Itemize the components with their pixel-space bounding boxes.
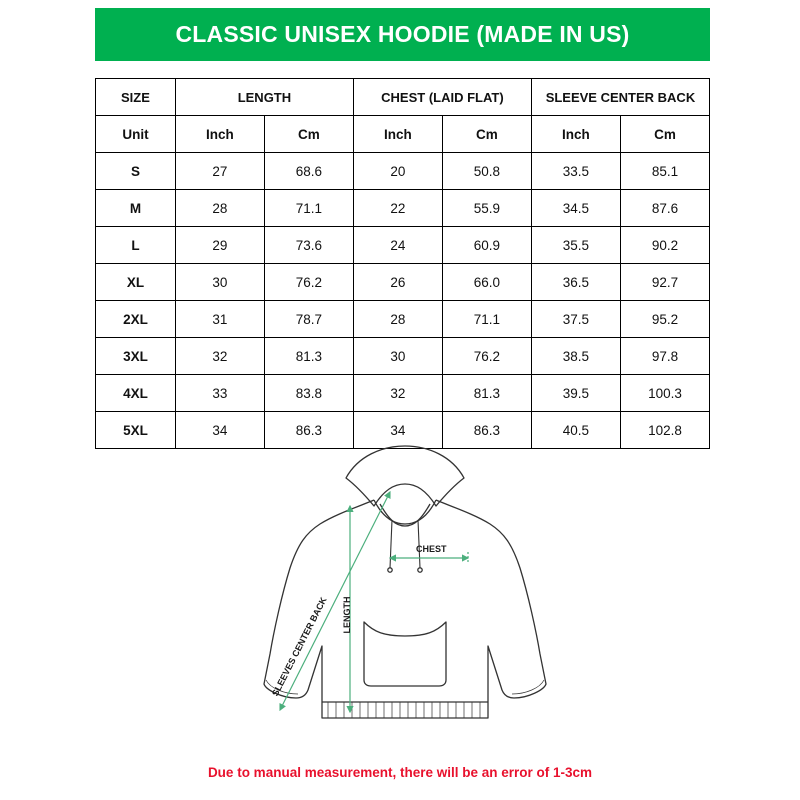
measurement-guides — [280, 492, 468, 712]
page-title: CLASSIC UNISEX HOODIE (MADE IN US) — [175, 21, 630, 47]
cell-length-cm: 86.3 — [264, 412, 353, 449]
cell-sleeve-cm: 100.3 — [620, 375, 709, 412]
unit-chest-inch: Inch — [353, 116, 442, 153]
cell-length-inch: 28 — [175, 190, 264, 227]
cell-sleeve-cm: 95.2 — [620, 301, 709, 338]
label-chest: CHEST — [416, 544, 447, 554]
table-row — [96, 190, 710, 227]
cell-sleeve-cm: 102.8 — [620, 412, 709, 449]
cell-length-cm: 81.3 — [264, 338, 353, 375]
cell-sleeve-inch: 37.5 — [531, 301, 620, 338]
cell-sleeve-inch: 38.5 — [531, 338, 620, 375]
table-group-header-row — [96, 79, 710, 116]
cell-sleeve-cm: 97.8 — [620, 338, 709, 375]
cell-sleeve-inch: 33.5 — [531, 153, 620, 190]
cell-size: 5XL — [96, 412, 176, 449]
cell-length-cm: 78.7 — [264, 301, 353, 338]
cell-chest-cm: 71.1 — [442, 301, 531, 338]
cell-sleeve-inch: 40.5 — [531, 412, 620, 449]
cell-chest-inch: 22 — [353, 190, 442, 227]
cell-length-inch: 27 — [175, 153, 264, 190]
cell-length-inch: 32 — [175, 338, 264, 375]
cell-sleeve-cm: 92.7 — [620, 264, 709, 301]
cell-sleeve-inch: 35.5 — [531, 227, 620, 264]
cell-chest-cm: 66.0 — [442, 264, 531, 301]
cell-chest-cm: 81.3 — [442, 375, 531, 412]
cell-chest-inch: 20 — [353, 153, 442, 190]
cell-size: S — [96, 153, 176, 190]
table-row — [96, 375, 710, 412]
cell-length-cm: 83.8 — [264, 375, 353, 412]
size-table-container — [95, 78, 710, 449]
cell-sleeve-inch: 39.5 — [531, 375, 620, 412]
unit-sleeve-inch: Inch — [531, 116, 620, 153]
cell-length-cm: 71.1 — [264, 190, 353, 227]
cell-chest-inch: 30 — [353, 338, 442, 375]
unit-length-inch: Inch — [175, 116, 264, 153]
unit-sleeve-cm: Cm — [620, 116, 709, 153]
unit-chest-cm: Cm — [442, 116, 531, 153]
cell-size: XL — [96, 264, 176, 301]
cell-chest-inch: 32 — [353, 375, 442, 412]
cell-chest-cm: 76.2 — [442, 338, 531, 375]
cell-sleeve-cm: 87.6 — [620, 190, 709, 227]
cell-chest-cm: 86.3 — [442, 412, 531, 449]
unit-length-cm: Cm — [264, 116, 353, 153]
table-row — [96, 338, 710, 375]
cell-chest-cm: 60.9 — [442, 227, 531, 264]
cell-chest-inch: 24 — [353, 227, 442, 264]
header-size: SIZE — [96, 79, 176, 116]
label-sleeves-center-back: SLEEVES CENTER BACK — [270, 595, 329, 698]
table-unit-row — [96, 116, 710, 153]
cell-length-cm: 73.6 — [264, 227, 353, 264]
cell-length-cm: 76.2 — [264, 264, 353, 301]
header-length: LENGTH — [175, 79, 353, 116]
cell-chest-cm: 55.9 — [442, 190, 531, 227]
hoodie-illustration — [264, 446, 546, 718]
cell-length-inch: 33 — [175, 375, 264, 412]
cell-size: 2XL — [96, 301, 176, 338]
cell-length-inch: 30 — [175, 264, 264, 301]
cell-length-inch: 31 — [175, 301, 264, 338]
cell-size: M — [96, 190, 176, 227]
measurement-disclaimer: Due to manual measurement, there will be an error of 1-3cm — [207, 765, 593, 780]
cell-sleeve-cm: 90.2 — [620, 227, 709, 264]
cell-size: 3XL — [96, 338, 176, 375]
cell-chest-inch: 28 — [353, 301, 442, 338]
table-row — [96, 301, 710, 338]
unit-label: Unit — [96, 116, 176, 153]
header-banner — [95, 8, 710, 61]
cell-size: 4XL — [96, 375, 176, 412]
hoodie-measurement-diagram — [240, 440, 570, 750]
header-chest: CHEST (LAID FLAT) — [353, 79, 531, 116]
size-table — [95, 78, 710, 449]
cell-sleeve-inch: 36.5 — [531, 264, 620, 301]
cell-chest-inch: 34 — [353, 412, 442, 449]
cell-sleeve-cm: 85.1 — [620, 153, 709, 190]
cell-sleeve-inch: 34.5 — [531, 190, 620, 227]
label-length: LENGTH — [342, 596, 352, 634]
cell-length-inch: 29 — [175, 227, 264, 264]
cell-size: L — [96, 227, 176, 264]
cell-length-inch: 34 — [175, 412, 264, 449]
table-row — [96, 153, 710, 190]
table-row — [96, 264, 710, 301]
cell-chest-inch: 26 — [353, 264, 442, 301]
table-row — [96, 227, 710, 264]
header-sleeve: SLEEVE CENTER BACK — [531, 79, 709, 116]
cell-length-cm: 68.6 — [264, 153, 353, 190]
cell-chest-cm: 50.8 — [442, 153, 531, 190]
